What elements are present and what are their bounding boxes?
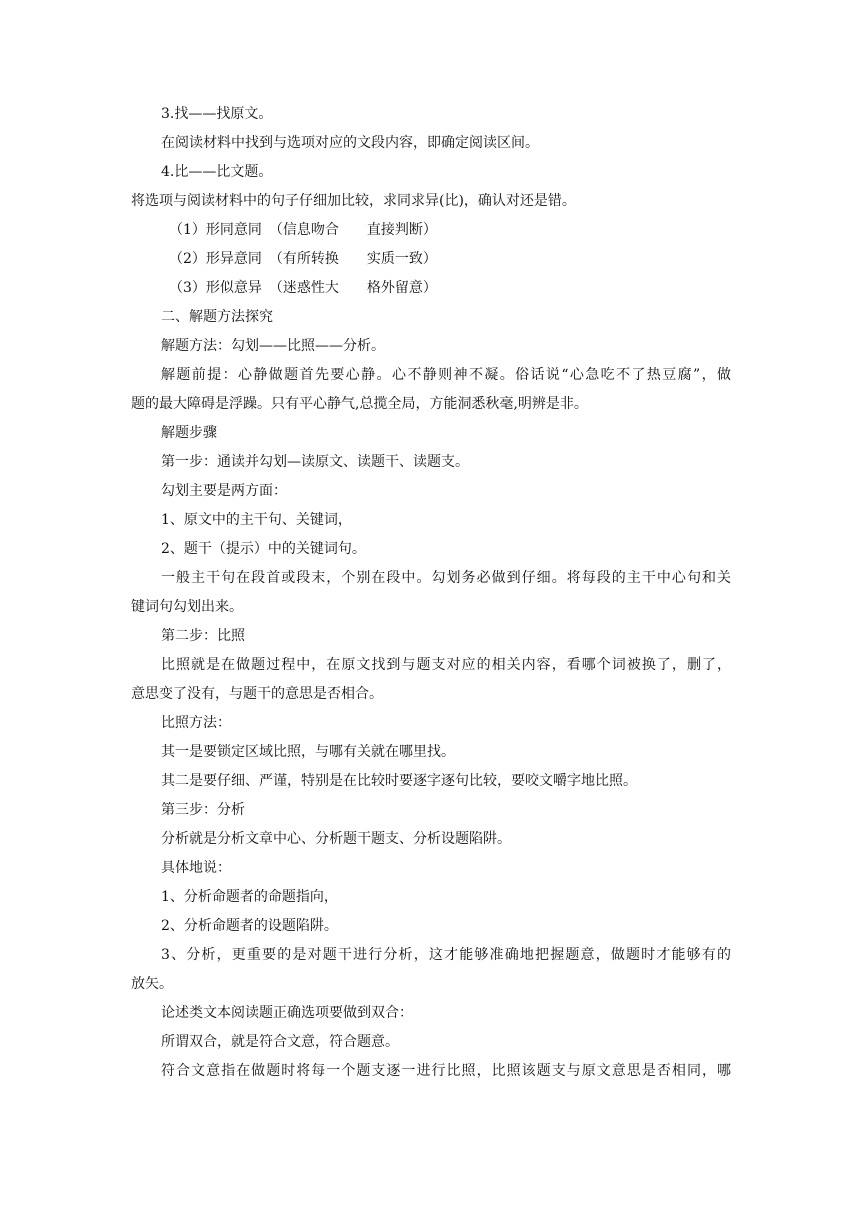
document-body xyxy=(131,100,731,1086)
step-one-detail-line-2: 键词句勾划出来。 xyxy=(131,599,243,615)
analysis-point-3-line-2: 放矢。 xyxy=(131,976,173,992)
step-one-intro: 勾划主要是两方面： xyxy=(161,483,287,499)
steps-heading: 解题步骤 xyxy=(161,425,217,441)
list-item-1 xyxy=(131,216,731,245)
step-one-point-2: 2、题干（提示）中的关键词句。 xyxy=(161,541,366,557)
step-three-heading: 第三步：分析 xyxy=(161,802,245,818)
compare-method-heading: 比照方法： xyxy=(161,715,231,731)
list-item-3-main: （3）形似意异 （迷惑性大 xyxy=(169,280,339,296)
section-2-heading: 二、解题方法探究 xyxy=(161,309,273,325)
step-two-text-line-2: 意思变了没有，与题干的意思是否相合。 xyxy=(131,686,383,702)
premise-line-2: 题的最大障碍是浮躁。只有平心静气,总揽全局，方能洞悉秋毫,明辨是非。 xyxy=(131,396,588,412)
method-line: 解题方法：勾划——比照——分析。 xyxy=(161,338,385,354)
analysis-point-2: 2、分析命题者的设题陷阱。 xyxy=(161,918,338,934)
specifically-heading: 具体地说： xyxy=(161,860,231,876)
double-match-definition: 所谓双合，就是符合文意，符合题意。 xyxy=(161,1034,399,1050)
double-match-heading: 论述类文本阅读题正确选项要做到双合： xyxy=(161,1005,413,1021)
analysis-point-3-line-1: 3、分析，更重要的是对题干进行分析，这才能够准确地把握题意，做题时才能够有的 xyxy=(161,947,731,963)
list-item-1-tail: 直接判断） xyxy=(366,222,437,238)
step-one-detail-line-1: 一般主干句在段首或段末，个别在段中。勾划务必做到仔细。将每段的主干中心句和关 xyxy=(161,570,731,586)
step-two-heading: 第二步：比照 xyxy=(161,628,245,644)
list-item-2-main: （2）形异意同 （有所转换 xyxy=(169,251,339,267)
step-3-heading: 3.找——找原文。 xyxy=(161,106,273,122)
step-three-text: 分析就是分析文章中心、分析题干题支、分析设题陷阱。 xyxy=(161,831,511,847)
compare-method-1: 其一是要锁定区域比照，与哪有关就在哪里找。 xyxy=(161,744,455,760)
analysis-point-1: 1、分析命题者的命题指向， xyxy=(161,889,338,905)
step-two-text-line-1: 比照就是在做题过程中，在原文找到与题支对应的相关内容，看哪个词被换了，删了， xyxy=(161,657,731,673)
list-item-3-tail: 格外留意） xyxy=(366,280,437,296)
list-item-2-tail: 实质一致） xyxy=(366,251,437,267)
text-match-line-1: 符合文意指在做题时将每一个题支逐一进行比照，比照该题支与原文意思是否相同，哪 xyxy=(161,1063,731,1079)
list-item-2 xyxy=(131,245,731,274)
compare-method-2: 其二是要仔细、严谨，特别是在比较时要逐字逐句比较，要咬文嚼字地比照。 xyxy=(161,773,637,789)
list-item-3 xyxy=(131,274,731,303)
premise-line-1: 解题前提：心静做题首先要心静。心不静则神不凝。俗话说“心急吃不了热豆腐”，做 xyxy=(161,367,731,383)
step-4-heading: 4.比——比文题。 xyxy=(161,164,273,180)
step-one-heading: 第一步：通读并勾划—读原文、读题干、读题支。 xyxy=(161,454,469,470)
step-3-text: 在阅读材料中找到与选项对应的文段内容，即确定阅读区间。 xyxy=(161,135,539,151)
step-one-point-1: 1、原文中的主干句、关键词， xyxy=(161,512,352,528)
step-4-text: 将选项与阅读材料中的句子仔细加比较，求同求异(比)，确认对还是错。 xyxy=(131,193,576,209)
list-item-1-main: （1）形同意同 （信息吻合 xyxy=(169,222,339,238)
